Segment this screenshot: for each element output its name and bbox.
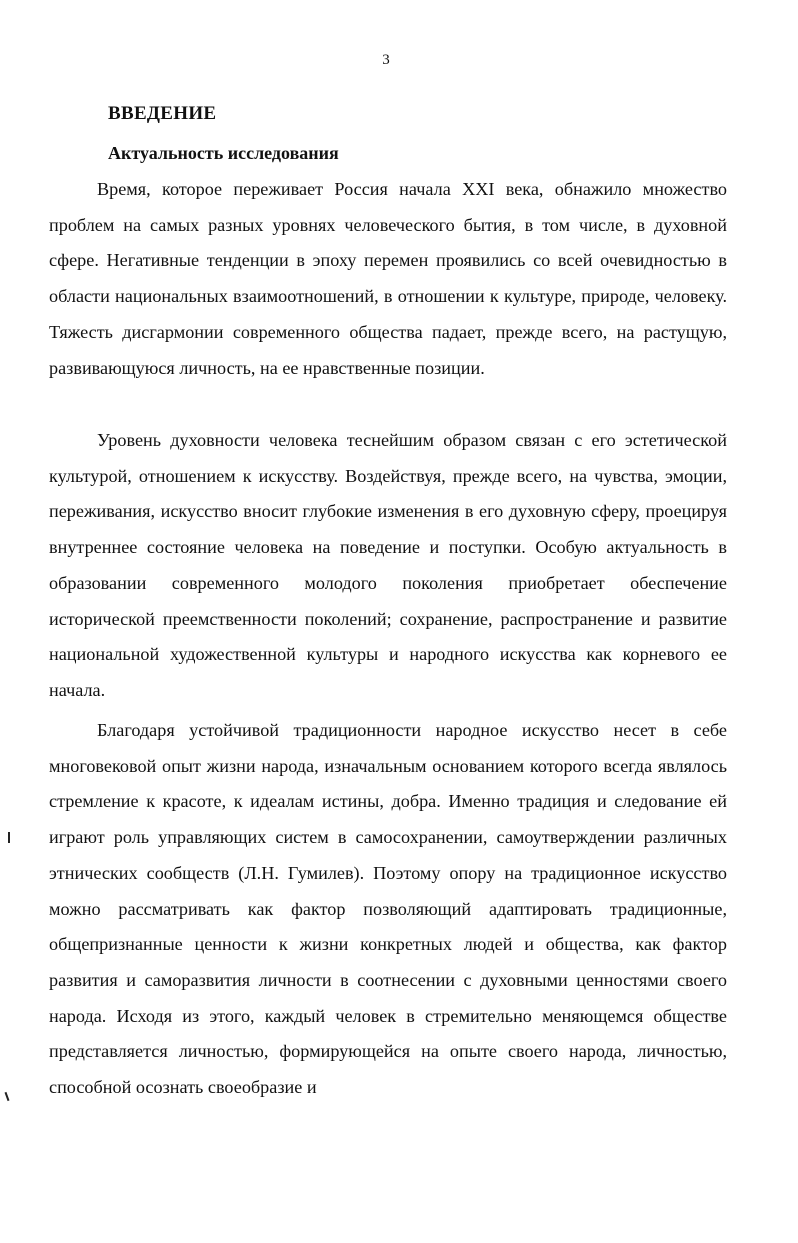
paragraph-2-block (49, 423, 727, 709)
page-number: 3 (382, 52, 390, 68)
paragraph-3: Благодаря устойчивой традиционности народное искусство несет в себе многовековой опыт жизни народа, изначальным основанием которого всегда являлось стремление к красоте, к идеалам истины, добра. Именно традиция и следование ей играют роль управляющих систем в самосохранении, самоутверждении различных этнических сообществ (Л.Н. Гумилев). Поэтому опору на традиционное искусство можно рассматривать как фактор позволяющий адаптировать традиционные, общепризнанные ценности к жизни конкретных людей и общества, как фактор развития и саморазвития личности в соотнесении с духовными ценностями своего народа. Исходя из этого, каждый человек в стремительно меняющемся обществе представляется личностью, формирующейся на опыте своего народа, личностью, способной осознать своеобразие и (49, 720, 727, 1098)
paragraph-3-block (49, 713, 727, 1106)
paragraph-2: Уровень духовности человека теснейшим образом связан с его эстетической культурой, отношением к искусству. Воздействуя, прежде всего, на чувства, эмоции, переживания, искусство вносит глубокие изменения в его духовную сферу, проецируя внутреннее состояние человека на поведение и поступки. Особую актуальность в образовании современного молодого поколения приобретает обеспечение исторической преемственности поколений; сохранение, распространение и развитие национальной художественной культуры и народного искусства как корневого ее начала. (49, 430, 727, 700)
paragraph-1: Время, которое переживает Россия начала XXI века, обнажило множество проблем на самых разных уровнях человеческого бытия, в том числе, в духовной сфере. Негативные тенденции в эпоху перемен проявились со всей очевидностью в области национальных взаимоотношений, в отношении к культуре, природе, человеку. Тяжесть дисгармонии современного общества падает, прежде всего, на растущую, развивающуюся личность, на ее нравственные позиции. (49, 179, 727, 378)
scan-artifact-mark (5, 1092, 10, 1101)
section-heading: ВВЕДЕНИЕ (108, 103, 217, 124)
paragraph-1-block (49, 172, 727, 386)
section-subheading: Актуальность исследования (108, 143, 339, 163)
scan-artifact-mark (8, 832, 10, 843)
